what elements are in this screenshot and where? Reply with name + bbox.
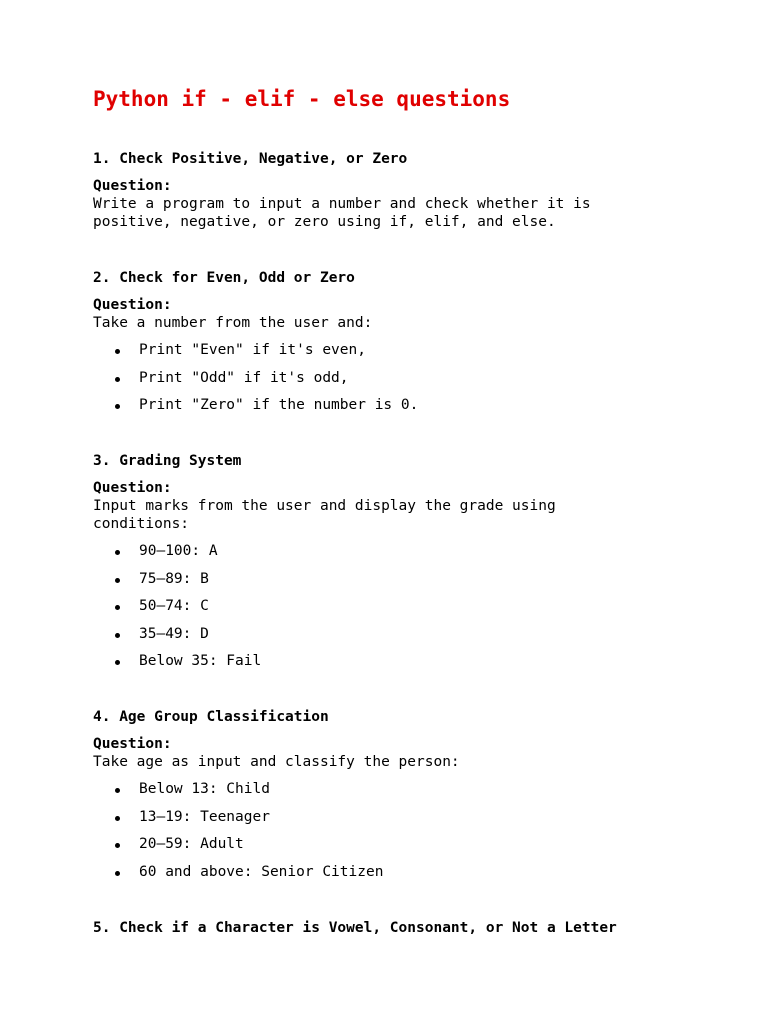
bullet-icon — [115, 578, 120, 583]
question-section-4 — [93, 708, 733, 881]
list-item — [93, 863, 733, 881]
list-item — [93, 835, 733, 853]
question-label: Question: — [93, 178, 172, 194]
bullet-icon — [115, 816, 120, 821]
list-item — [93, 652, 733, 670]
question-text: Take a number from the user and: — [93, 315, 373, 331]
list-item-text: 75–89: B — [139, 570, 209, 587]
bullet-icon — [115, 550, 120, 555]
question-label: Question: — [93, 480, 172, 496]
bullet-list — [93, 542, 733, 670]
question-label: Question: — [93, 297, 172, 313]
question-section-5 — [93, 919, 733, 937]
list-item — [93, 369, 733, 387]
bullet-icon — [115, 633, 120, 638]
question-label: Question: — [93, 736, 172, 752]
list-item-text: Print "Even" if it's even, — [139, 342, 366, 358]
list-item-text: 50–74: C — [139, 598, 209, 614]
bullet-icon — [115, 404, 120, 409]
section-heading: 2. Check for Even, Odd or Zero — [93, 270, 355, 286]
list-item-text: 13–19: Teenager — [139, 808, 270, 825]
list-item — [93, 570, 733, 588]
list-item — [93, 396, 733, 414]
list-item — [93, 625, 733, 643]
bullet-list — [93, 341, 733, 414]
list-item-text: 60 and above: Senior Citizen — [139, 863, 384, 880]
list-item-text: Print "Odd" if it's odd, — [139, 369, 349, 386]
section-heading: 4. Age Group Classification — [93, 709, 329, 725]
list-item — [93, 341, 733, 359]
document-title: Python if - elif - else questions — [93, 87, 511, 111]
list-item-text: 20–59: Adult — [139, 836, 244, 852]
section-heading: 3. Grading System — [93, 453, 242, 469]
list-item-text: 35–49: D — [139, 625, 209, 642]
bullet-icon — [115, 377, 120, 382]
bullet-icon — [115, 349, 120, 354]
list-item — [93, 542, 733, 560]
question-text: Take age as input and classify the person: — [93, 754, 460, 770]
list-item-text: 90–100: A — [139, 543, 218, 559]
bullet-icon — [115, 605, 120, 610]
question-section-3 — [93, 452, 733, 670]
question-section-1 — [93, 150, 733, 231]
bullet-icon — [115, 788, 120, 793]
document-page — [93, 84, 733, 975]
section-heading: 5. Check if a Character is Vowel, Consonant, or Not a Letter — [93, 919, 617, 936]
bullet-icon — [115, 871, 120, 876]
list-item — [93, 808, 733, 826]
question-section-2 — [93, 269, 733, 414]
bullet-list — [93, 780, 733, 881]
list-item-text: Below 13: Child — [139, 781, 270, 797]
list-item-text: Print "Zero" if the number is 0. — [139, 397, 419, 413]
bullet-icon — [115, 660, 120, 665]
list-item — [93, 780, 733, 798]
question-text: Input marks from the user and display the grade using conditions: — [93, 498, 556, 532]
question-text: Write a program to input a number and check whether it is positive, negative, or zero using if, elif, and else. — [93, 196, 591, 230]
list-item-text: Below 35: Fail — [139, 653, 262, 669]
section-heading: 1. Check Positive, Negative, or Zero — [93, 151, 408, 167]
list-item — [93, 597, 733, 615]
bullet-icon — [115, 843, 120, 848]
